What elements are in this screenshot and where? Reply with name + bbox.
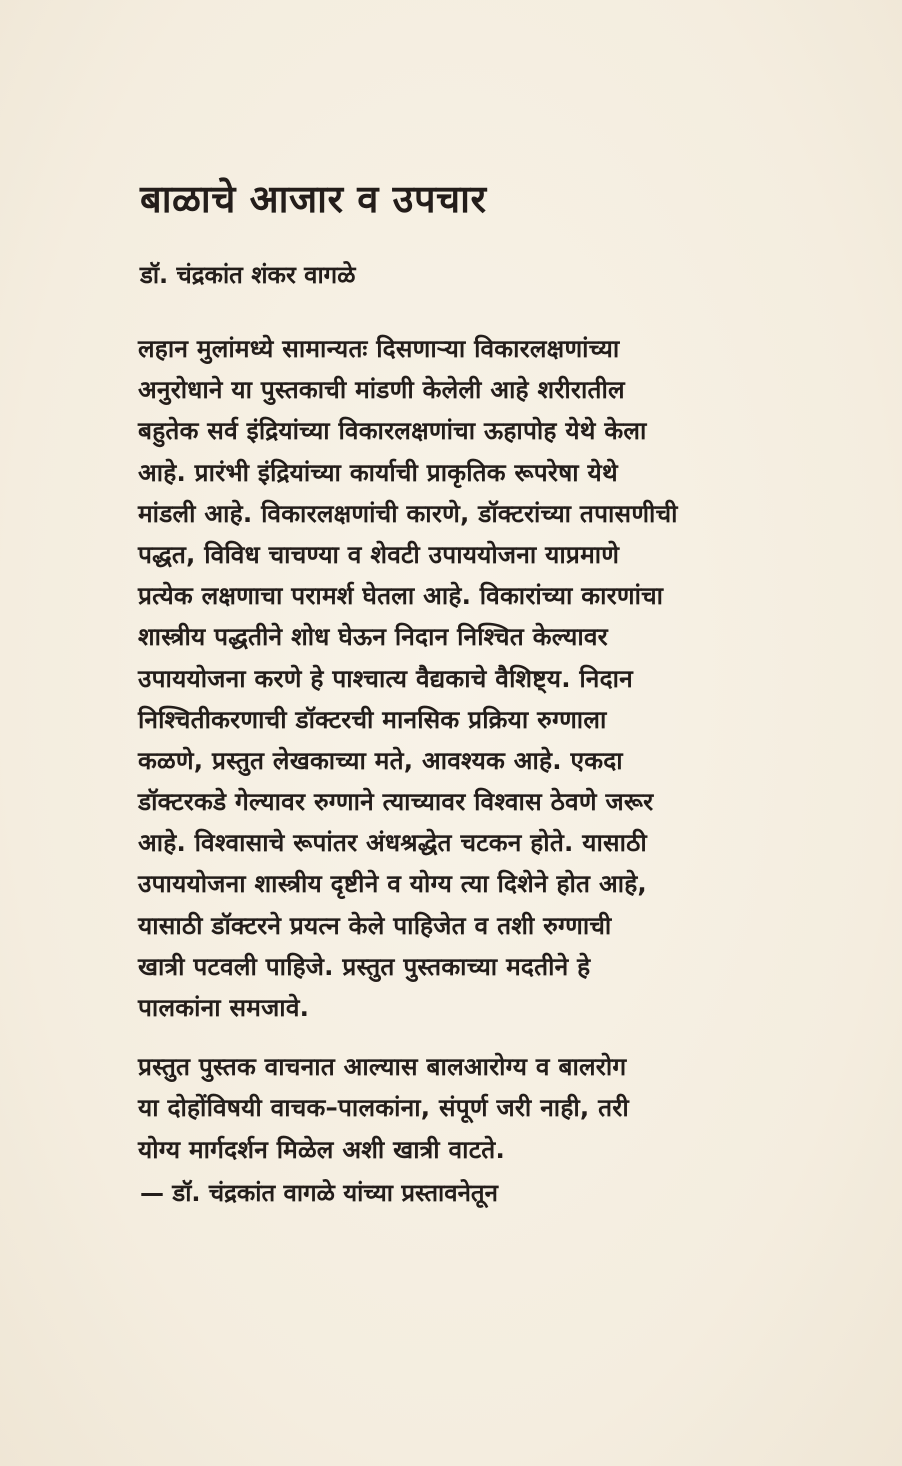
text-line: शास्त्रीय पद्धतीने शोध घेऊन निदान निश्चित केल्यावर [138, 622, 608, 652]
text-line: योग्य मार्गदर्शन मिळेल अशी खात्री वाटते. [138, 1134, 505, 1164]
text-line: या दोहोंविषयी वाचक–पालकांना, संपूर्ण जरी नाही, तरी [138, 1093, 629, 1123]
text-line: पद्धत, विविध चाचण्या व शेवटी उपाययोजना याप्रमाणे [138, 539, 620, 569]
blurb-paragraph-2 [138, 1046, 818, 1170]
blurb-paragraph-1 [138, 328, 818, 1028]
paragraph-spacer [138, 1028, 818, 1046]
text-line: उपाययोजना शास्त्रीय दृष्टीने व योग्य त्या दिशेने होत आहे, [138, 869, 647, 899]
blurb-text [138, 328, 818, 1170]
text-line: आहे. विश्वासाचे रूपांतर अंधश्रद्धेत चटकन होते. यासाठी [138, 828, 647, 858]
text-line: अनुरोधाने या पुस्तकाची मांडणी केलेली आहे शरीरातील [138, 375, 625, 405]
author-name: डॉ. चंद्रकांत शंकर वागळे [140, 261, 356, 289]
text-line: मांडली आहे. विकारलक्षणांची कारणे, डॉक्टरांच्या तपासणीची [138, 498, 678, 528]
text-line: निश्चितीकरणाची डॉक्टरची मानसिक प्रक्रिया रुग्णाला [138, 704, 607, 734]
text-line: लहान मुलांमध्ये सामान्यतः दिसणाऱ्या विकारलक्षणांच्या [138, 334, 620, 363]
book-title: बाळाचे आजार व उपचार [140, 177, 487, 221]
text-line: आहे. प्रारंभी इंद्रियांच्या कार्याची प्राकृतिक रूपरेषा येथे [138, 457, 618, 487]
text-line: बहुतेक सर्व इंद्रियांच्या विकारलक्षणांचा ऊहापोह येथे केला [138, 416, 647, 446]
text-line: प्रस्तुत पुस्तक वाचनात आल्यास बालआरोग्य व बालरोग [138, 1052, 627, 1082]
attribution-line: — डॉ. चंद्रकांत वागळे यांच्या प्रस्तावनेतून [140, 1179, 498, 1207]
text-line: खात्री पटवली पाहिजे. प्रस्तुत पुस्तकाच्या मदतीने हे [138, 951, 591, 981]
text-line: पालकांना समजावे. [138, 993, 310, 1022]
text-line: कळणे, प्रस्तुत लेखकाच्या मते, आवश्यक आहे. एकदा [138, 745, 623, 775]
text-line: डॉक्टरकडे गेल्यावर रुग्णाने त्याच्यावर विश्वास ठेवणे जरूर [138, 787, 654, 817]
text-line: उपाययोजना करणे हे पाश्चात्य वैद्यकाचे वैशिष्ट्य. निदान [138, 663, 633, 693]
text-line: यासाठी डॉक्टरने प्रयत्न केले पाहिजेत व तशी रुग्णाची [138, 910, 612, 940]
text-line: प्रत्येक लक्षणाचा परामर्श घेतला आहे. विकारांच्या कारणांचा [138, 581, 664, 611]
